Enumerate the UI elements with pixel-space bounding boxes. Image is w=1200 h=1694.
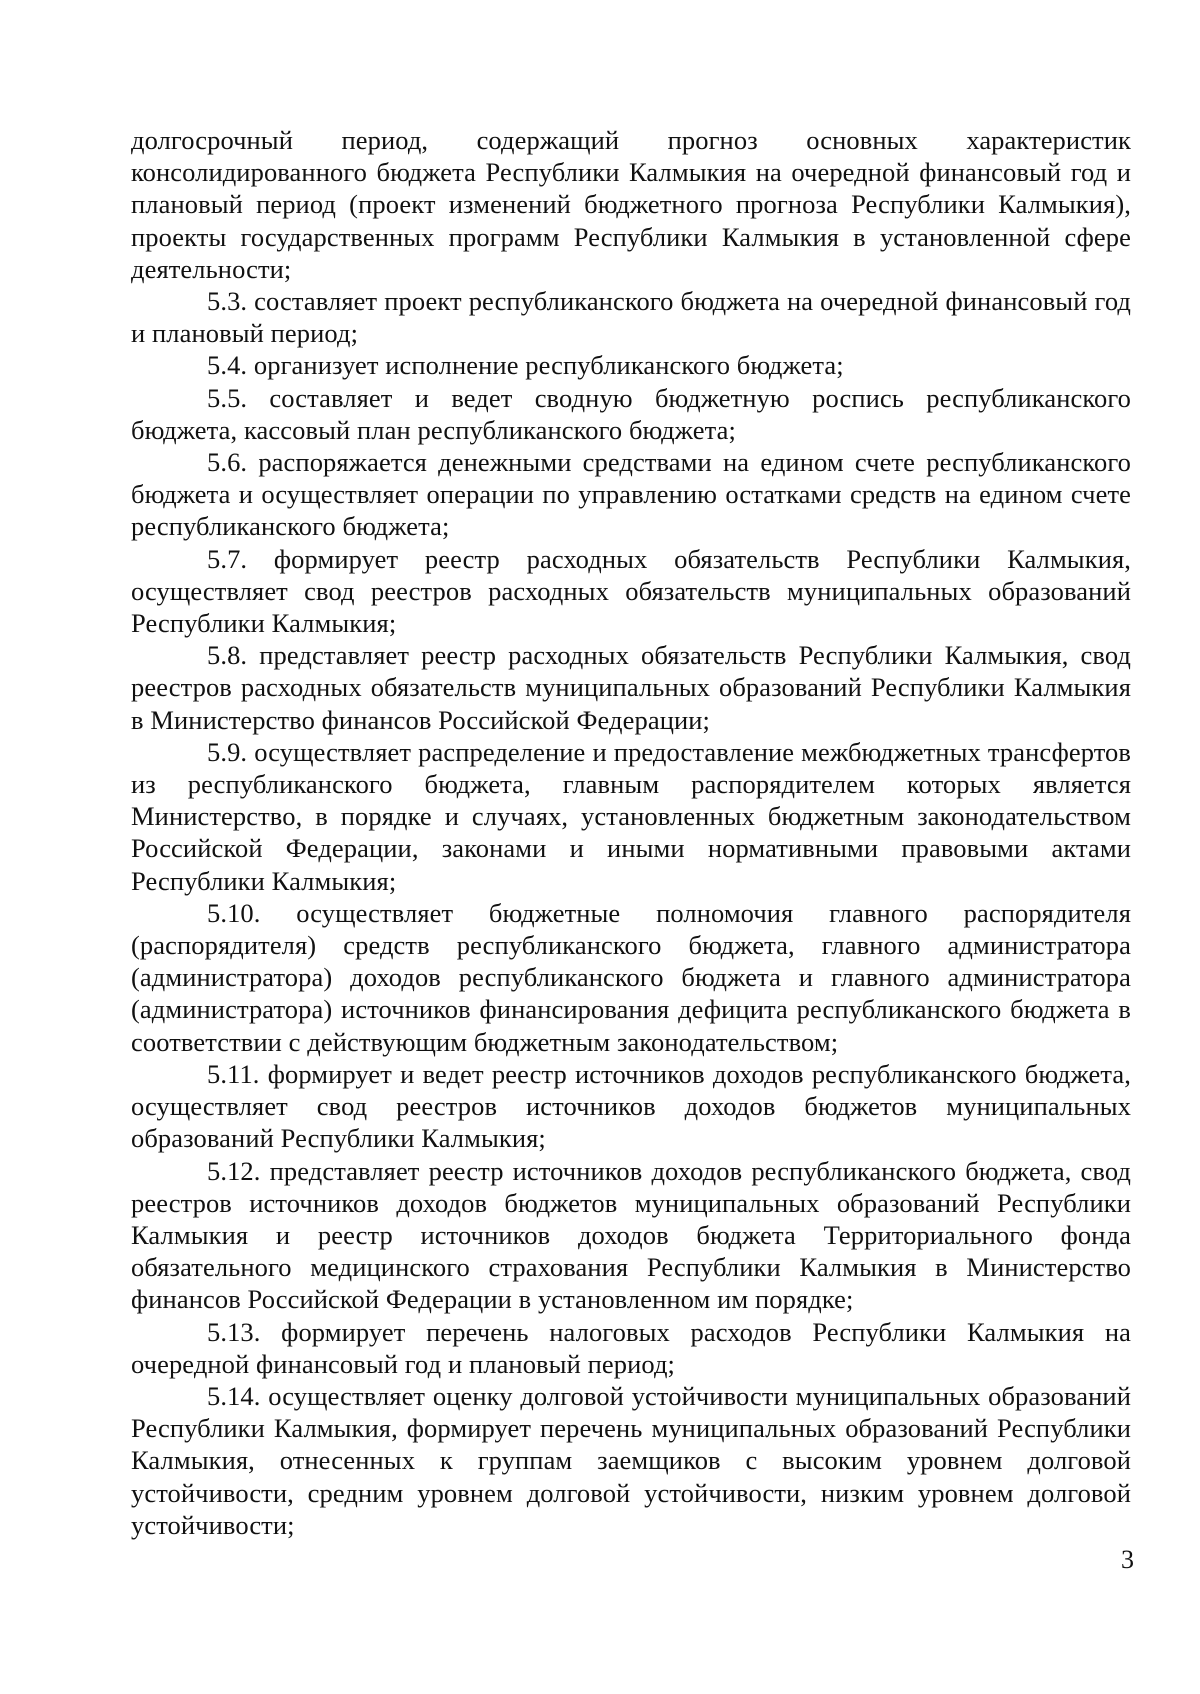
paragraph-5-12: 5.12. представляет реестр источников доходов республиканского бюджета, свод реестров источников доходов бюджетов муниципальных образований Республики Калмыкия и реестр источников доходов бюджета Территориального фонда обязательного медицинского страхования Республики Калмыкия в Министерство финансов Российской Федерации в установленном им порядке; <box>131 1155 1131 1315</box>
paragraph-5-7: 5.7. формирует реестр расходных обязательств Республики Калмыкия, осуществляет свод реестров расходных обязательств муниципальных образований Республики Калмыкия; <box>131 543 1131 639</box>
paragraph-5-6: 5.6. распоряжается денежными средствами на едином счете республиканского бюджета и осуществляет операции по управлению остатками средств на едином счете республиканского бюджета; <box>131 447 1131 542</box>
paragraph-5-3: 5.3. составляет проект республиканского бюджета на очередной финансовый год и плановый период; <box>131 286 1131 349</box>
paragraph-5-11: 5.11. формирует и ведет реестр источников доходов республиканского бюджета, осуществляет свод реестров источников доходов бюджетов муниципальных образований Республики Калмыкия; <box>131 1058 1131 1154</box>
document-body <box>131 124 1131 1541</box>
paragraph-5-10: 5.10. осуществляет бюджетные полномочия главного распорядителя (распорядителя) средств республиканского бюджета, главного администратора (администратора) доходов республиканского бюджета и главного администратора (администратора) источников финансирования дефицита республиканского бюджета в соответствии с действующим бюджетным законодательством; <box>131 897 1131 1057</box>
paragraph-5-8: 5.8. представляет реестр расходных обязательств Республики Калмыкия, свод реестров расходных обязательств муниципальных образований Республики Калмыкия в Министерство финансов Российской Федерации; <box>131 640 1131 735</box>
paragraph-5-13: 5.13. формирует перечень налоговых расходов Республики Калмыкия на очередной финансовый год и плановый период; <box>131 1316 1131 1379</box>
paragraph-5-5: 5.5. составляет и ведет сводную бюджетную роспись республиканского бюджета, кассовый план республиканского бюджета; <box>131 382 1131 445</box>
paragraph-5-14: 5.14. осуществляет оценку долговой устойчивости муниципальных образований Республики Калмыкия, формирует перечень муниципальных образований Республики Калмыкия, отнесенных к группам заемщиков с высоким уровнем долговой устойчивости, средним уровнем долговой устойчивости, низким уровнем долговой устойчивости; <box>131 1380 1131 1540</box>
paragraph-5-9: 5.9. осуществляет распределение и предоставление межбюджетных трансфертов из республиканского бюджета, главным распорядителем которых является Министерство, в порядке и случаях, установленных бюджетным законодательством Российской Федерации, законами и иными нормативными правовыми актами Республики Калмыкия; <box>131 736 1131 896</box>
paragraph-continuation: долгосрочный период, содержащий прогноз основных характеристик консолидированного бюджета Республики Калмыкия на очередной финансовый год и плановый период (проект изменений бюджетного прогноза Республики Калмыкия), проекты государственных программ Республики Калмыкия в установленной сфере деятельности; <box>131 125 1131 284</box>
paragraph-5-4: 5.4. организует исполнение республиканского бюджета; <box>207 350 844 381</box>
page-number: 3 <box>1121 1545 1134 1574</box>
